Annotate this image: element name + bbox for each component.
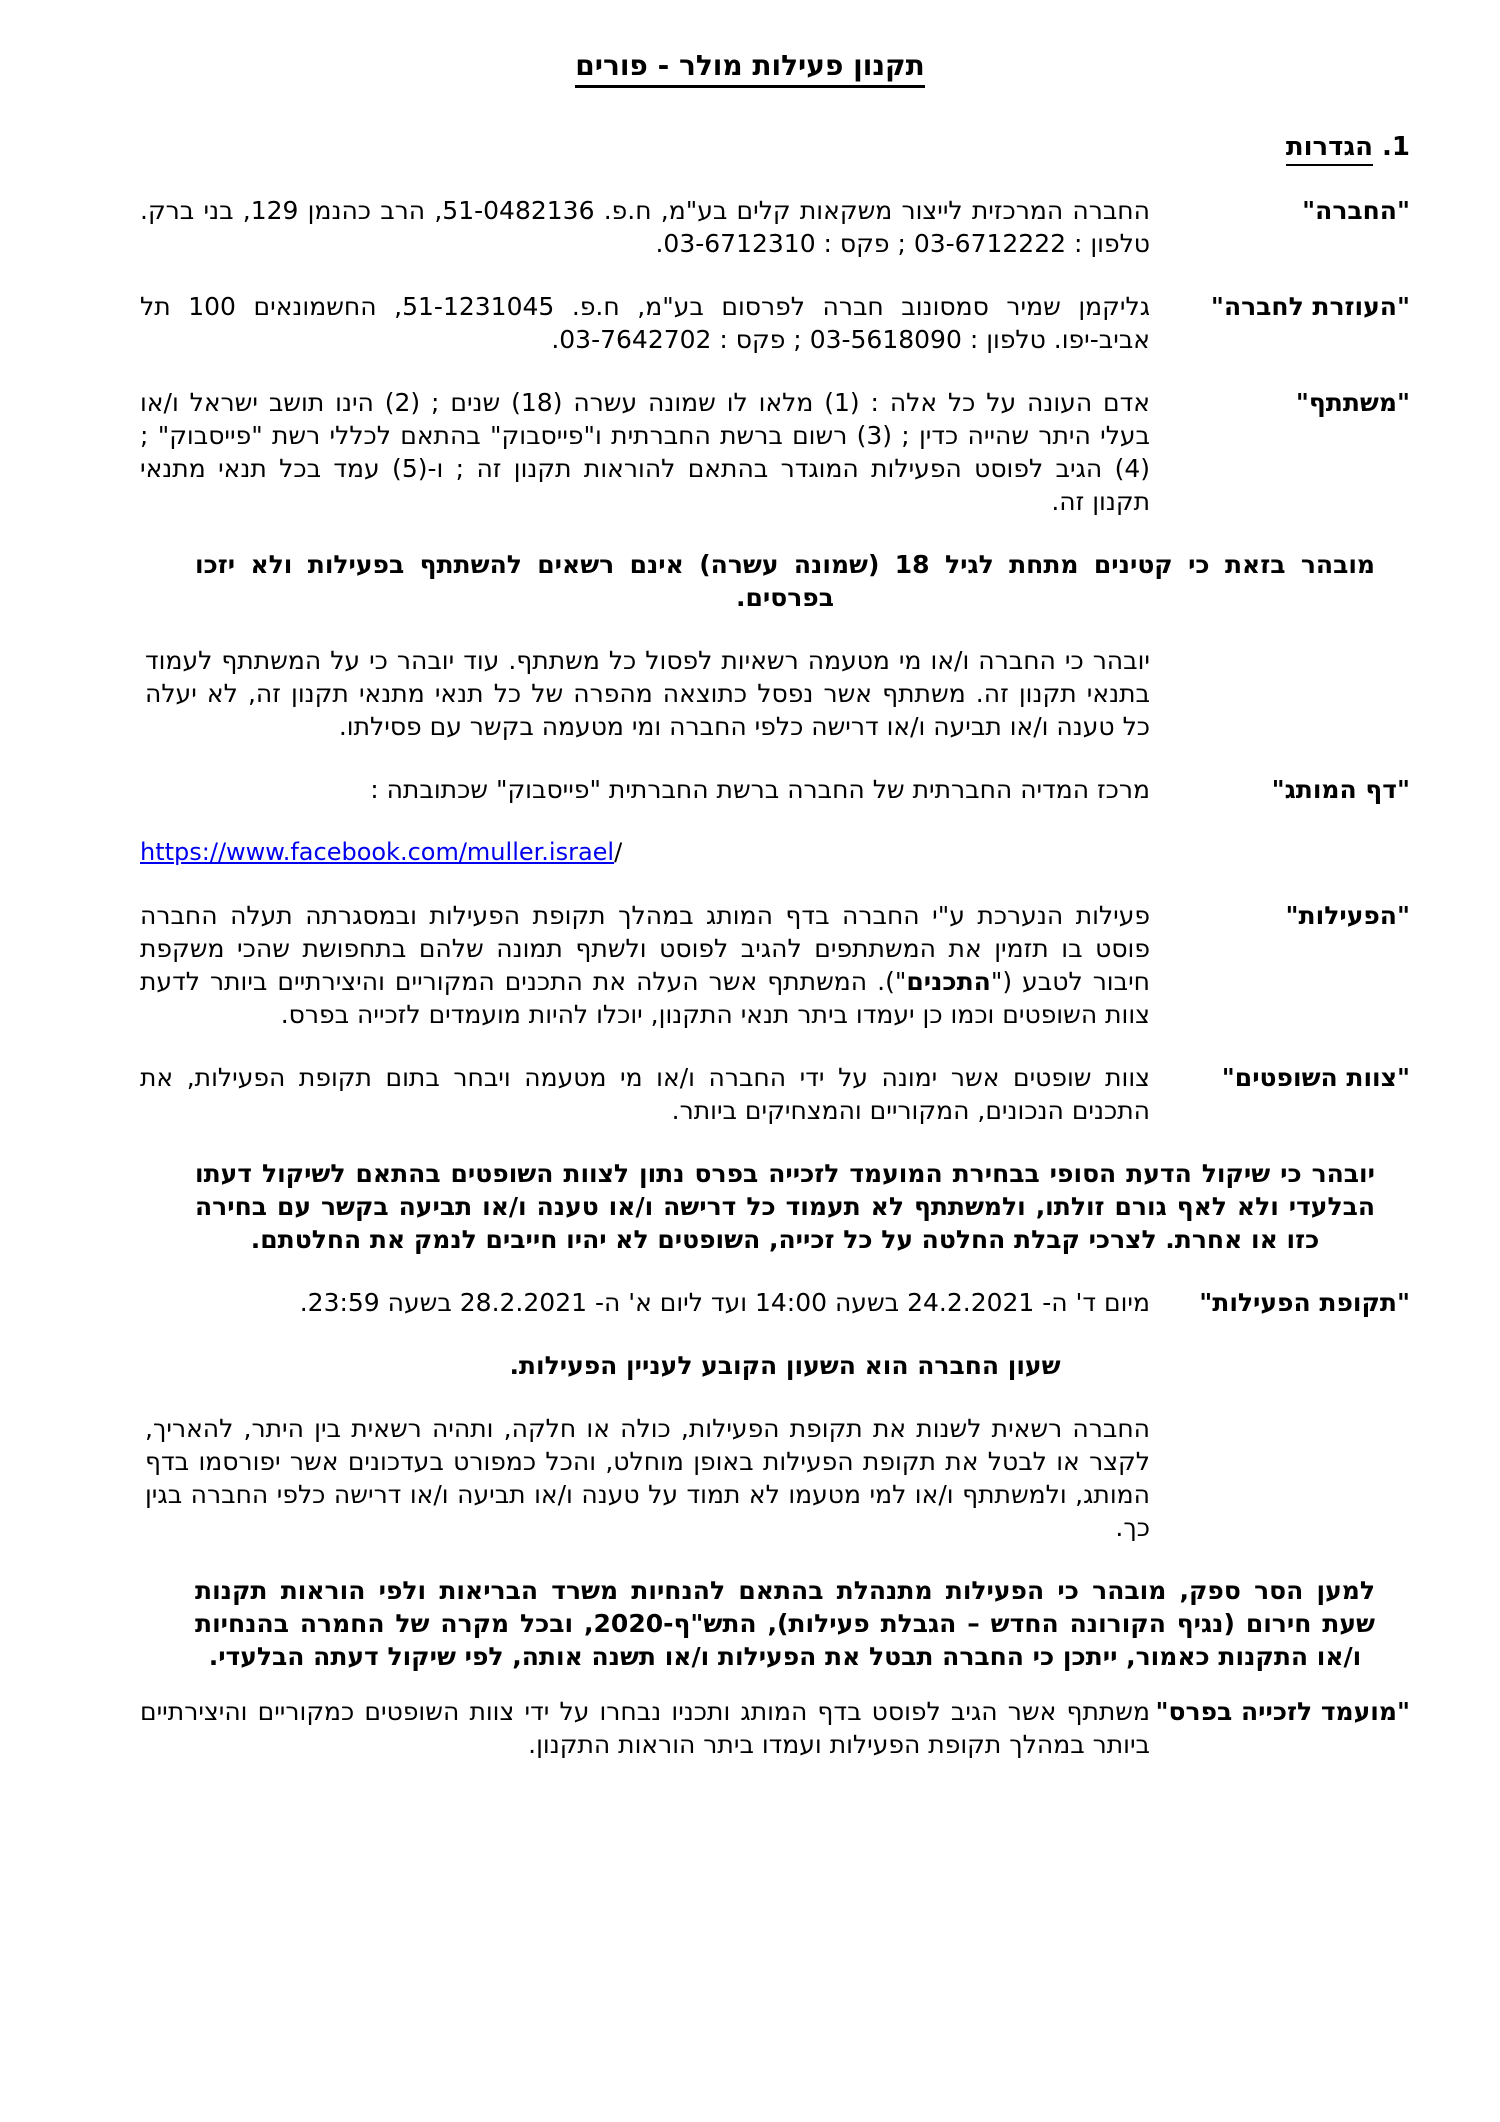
definition-term: "החברה" — [1302, 196, 1410, 225]
definition-text-bold-part: התכנים — [906, 967, 991, 996]
definition-text: מרכז המדיה החברתית של החברה ברשת החברתית "פייסבוק" שכתובתה : — [370, 775, 1150, 804]
definition-text: צוות שופטים אשר ימונה על ידי החברה ו/או מי מטעמה ויבחר בתום תקופת הפעילות, את התכנים הנכונים, המקוריים והמצחיקים ביותר. — [140, 1063, 1150, 1125]
definition-text-part: פעילות הנערכת ע"י החברה בדף המותג במהלך תקופת הפעילות ובמסגרתה תעלה החברה פוסט בו תזמין את המשתתפים להגיב לפוסט ולשתף תמונה שלהם בתחפושת שהכי משקפת חיבור לטבע (" — [140, 901, 1150, 996]
link-trailing-slash: / — [614, 838, 623, 866]
note-company-clock: שעון החברה הוא השעון הקובע לעניין הפעילות. — [509, 1351, 1061, 1380]
definition-row-activity-period — [90, 1286, 1410, 1319]
facebook-link[interactable]: https://www.facebook.com/muller.israel — [140, 838, 615, 866]
definition-text: משתתף אשר הגיב לפוסט בדף המותג ותכניו נבחרו על ידי צוות השופטים כמקוריים והיצירתיים ביותר במהלך תקופת הפעילות ועמדו ביתר הוראות התקנון. — [140, 1697, 1150, 1759]
note-disqualification: יובהר כי החברה ו/או מי מטעמה רשאיות לפסול כל משתתף. עוד יובהר כי על המשתתף לעמוד בתנאי תקנון זה. משתתף אשר נפסל כתוצאה מהפרה של כל תנאי מתנאי תקנון זה, לא יעלה כל טענה ו/או תביעה ו/או דרישה כלפי החברה ומי מטעמה בקשר עם פסילתו. — [145, 646, 1150, 741]
definition-row-participant — [90, 386, 1410, 518]
definition-row-activity — [90, 899, 1410, 1031]
definition-text — [140, 899, 1150, 1031]
definition-row-judges — [90, 1061, 1410, 1127]
brand-page-link-line — [90, 836, 1410, 869]
note-period-changes: החברה רשאית לשנות את תקופת הפעילות, כולה או חלקה, ותהיה רשאית בין היתר, להאריך, לקצר או לבטל את תקופת הפעילות באופן מוחלט, והכל כמפורט בעדכונים אשר יפורסמו בדף המותג, ולמשתתף ו/או למי מטעמו לא תמוד על טענה ו/או תביעה ו/או דרישה כלפי החברה בגין כך. — [145, 1414, 1150, 1542]
section-heading — [90, 130, 1410, 164]
definition-term: "דף המותג" — [1271, 775, 1410, 804]
definition-term: "מועמד לזכייה בפרס" — [1155, 1697, 1410, 1726]
definition-term: "משתתף" — [1295, 388, 1410, 417]
section-number: 1. — [1382, 132, 1410, 162]
definition-text-part: "). המשתתף אשר העלה את התכנים המקוריים והיצירתיים ביותר לדעת צוות השופטים וכמו כן יעמדו ביתר תנאי התקנון, יוכלו להיות מועמדים לזכייה בפרס. — [140, 967, 1150, 1029]
definition-text: גליקמן שמיר סמסונוב חברה לפרסום בע"מ, ח.פ. 51-1231045, החשמונאים 100 תל אביב-יפו. טלפון : 03-5618090 ; פקס : 03-7642702. — [140, 292, 1150, 354]
definition-term: "תקופת הפעילות" — [1199, 1288, 1410, 1317]
definition-row-company — [90, 194, 1410, 260]
definition-term: "העוזרת לחברה" — [1210, 292, 1410, 321]
definition-row-agency — [90, 290, 1410, 356]
page-title-text: תקנון פעילות מולר - פורים — [575, 49, 925, 88]
definition-text: אדם העונה על כל אלה : (1) מלאו לו שמונה עשרה (18) שנים ; (2) הינו תושב ישראל ו/או בעלי היתר שהייה כדין ; (3) רשום ברשת החברתית ו"פייסבוק" בהתאם לכללי רשת "פייסבוק" ; (4) הגיב לפוסט הפעילות המוגדר בהתאם להוראות תקנון זה ; ו-(5) עמד בכל תנאי מתנאי תקנון זה. — [140, 388, 1151, 516]
definition-term: "הפעילות" — [1285, 901, 1410, 930]
note-corona-guidelines: למען הסר ספק, מובהר כי הפעילות מתנהלת בהתאם להנחיות משרד הבריאות ולפי הוראות תקנות שעת חירום (נגיף הקורונה החדש – הגבלת פעילות), התש"ף-2020, ובכל מקרה של החמרה בהנחיות ו/או התקנות כאמור, ייתכן כי החברה תבטל את הפעילות ו/או תשנה אותה, לפי שיקול דעתה הבלעדי. — [195, 1576, 1375, 1671]
definition-row-brand-page — [90, 773, 1410, 806]
note-minors-restriction: מובהר בזאת כי קטינים מתחת לגיל 18 (שמונה עשרה) אינם רשאים להשתתף בפעילות ולא יזכו בפרסים. — [195, 550, 1375, 612]
page-title — [90, 46, 1410, 86]
definition-row-prize-candidate — [90, 1695, 1410, 1761]
link-wrapper — [140, 836, 622, 869]
definition-text: מיום ד' ה- 24.2.2021 בשעה 14:00 ועד ליום א' ה- 28.2.2021 בשעה 23:59. — [299, 1288, 1150, 1317]
definition-term: "צוות השופטים" — [1221, 1063, 1410, 1092]
section-heading-text: הגדרות — [1286, 132, 1373, 166]
definition-text: החברה המרכזית לייצור משקאות קלים בע"מ, ח.פ. 51-0482136, הרב כהנמן 129, בני ברק. טלפון : 03-6712222 ; פקס : 03-6712310. — [140, 196, 1150, 258]
note-judges-discretion: יובהר כי שיקול הדעת הסופי בבחירת המועמד לזכייה בפרס נתון לצוות השופטים בהתאם לשיקול דעתו הבלעדי ולא לאף גורם זולתו, ולמשתתף לא תעמוד כל דרישה ו/או טענה ו/או תביעה בקשר עם בחירה כזו או אחרת. לצרכי קבלת החלטה על כל זכייה, השופטים לא יהיו חייבים לנמק את החלטתם. — [195, 1159, 1375, 1254]
